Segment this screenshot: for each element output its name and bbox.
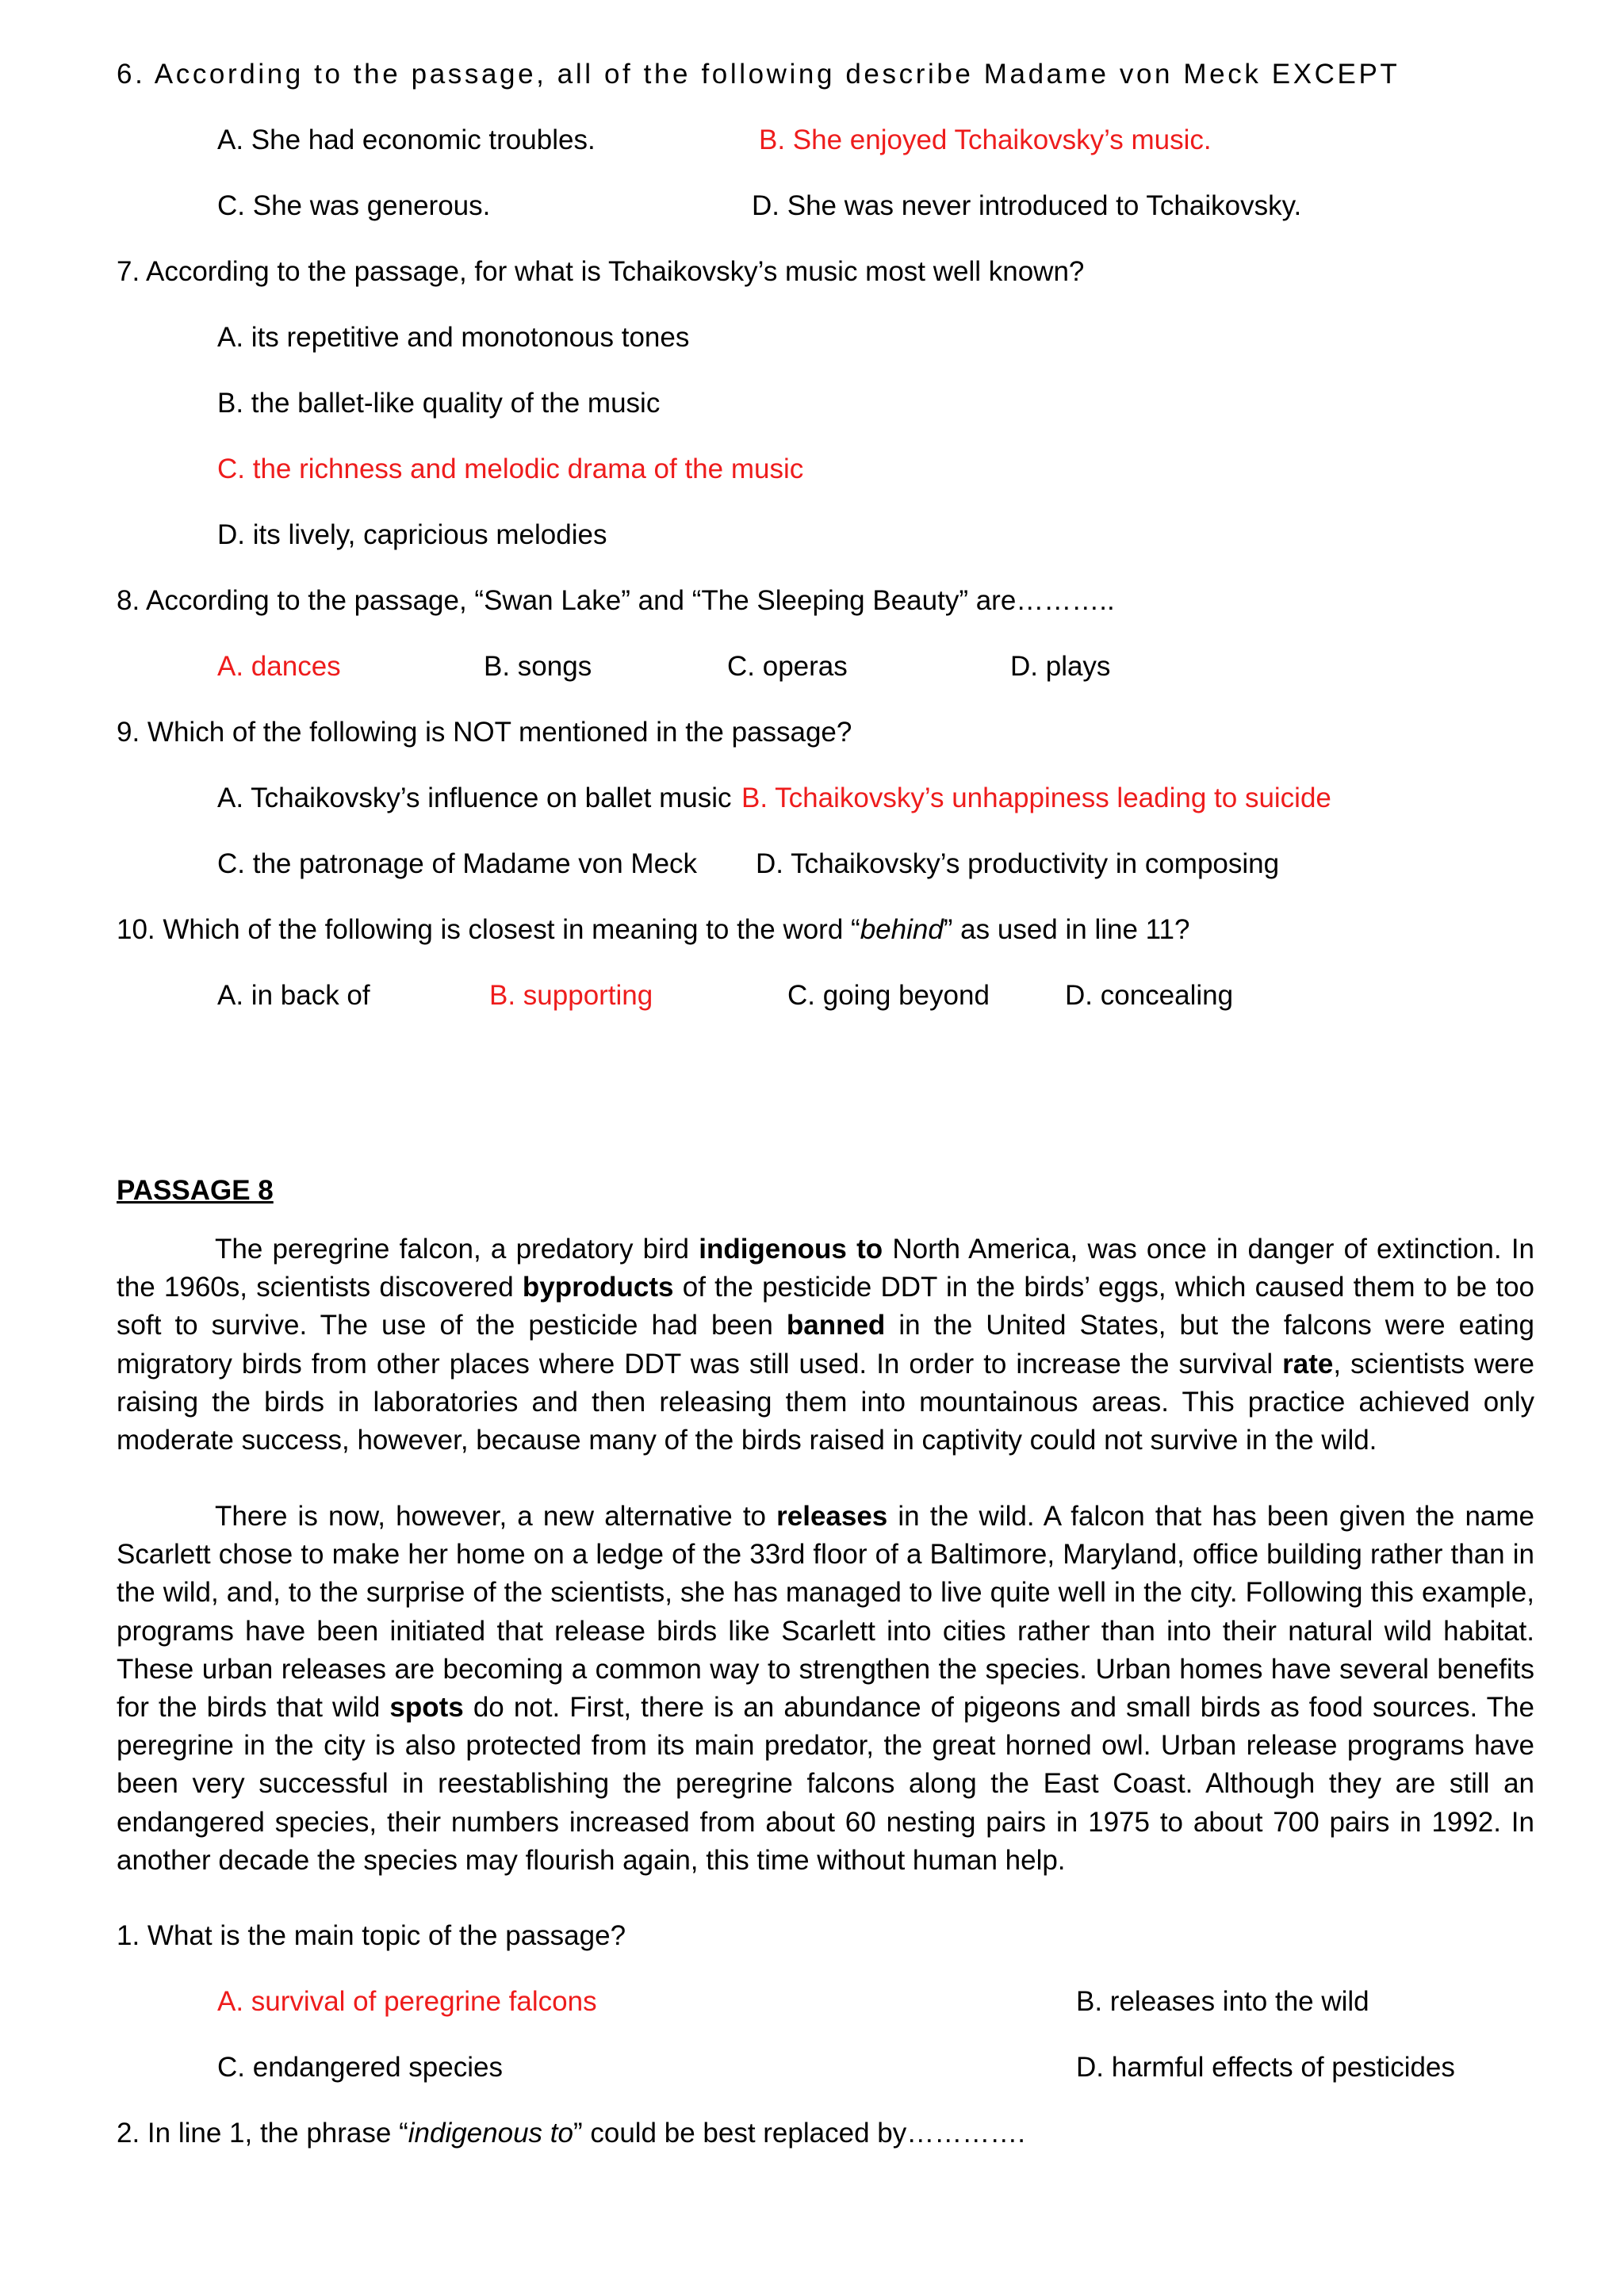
q8-option-b: B. songs bbox=[484, 651, 592, 682]
q9-option-c: C. the patronage of Madame von Meck bbox=[217, 848, 698, 879]
q10-option-d: D. concealing bbox=[1065, 980, 1234, 1011]
vocab-indigenous-to: indigenous to bbox=[699, 1234, 883, 1265]
q9-option-b: B. Tchaikovsky’s unhappiness leading to suicide bbox=[741, 783, 1331, 813]
q10-stem bbox=[117, 913, 1189, 947]
p8-q2-stem bbox=[117, 2116, 1025, 2151]
p8-q1-option-c: C. endangered species bbox=[217, 2052, 503, 2083]
p8-q1-option-d: D. harmful effects of pesticides bbox=[1076, 2052, 1455, 2083]
q7-option-a: A. its repetitive and monotonous tones bbox=[217, 322, 690, 353]
q6-option-b: B. She enjoyed Tchaikovsky’s music. bbox=[759, 124, 1212, 155]
q6-option-c: C. She was generous. bbox=[217, 190, 491, 221]
q8-stem: 8. According to the passage, “Swan Lake” and “The Sleeping Beauty” are……….. bbox=[117, 585, 1115, 616]
q7-option-d: D. its lively, capricious melodies bbox=[217, 519, 607, 550]
p8-q1-stem: 1. What is the main topic of the passage? bbox=[117, 1920, 626, 1951]
q10-stem-post: ” as used in line 11? bbox=[943, 914, 1190, 945]
q10-option-c: C. going beyond bbox=[787, 980, 990, 1011]
p8-q1-option-b: B. releases into the wild bbox=[1076, 1986, 1369, 2017]
passage-paragraph-2: There is now, however, a new alternative to releases in the wild. A falcon that has been given the name Scarlett chose to make her home on a ledge of the 33rd floor of a Baltimore, Maryland, office building rather than in the wild, and, to the surprise of the scientists, she has managed to live quite well in the city. Following this example, programs have been initiated that release birds like Scarlett into cities rather than into their natural wild habitat. These urban releases are becoming a common way to strengthen the species. Urban homes have several benefits for the birds that wild spots do not. First, there is an abundance of pigeons and small birds as food sources. The peregrine in the city is also protected from its main predator, the great horned owl. Urban release programs have been very successful in reestablishing the peregrine falcons along the East Coast. Although they are still an endangered species, their numbers increased from about 60 nesting pairs in 1975 to about 700 pairs in 1992. In another decade the species may flourish again, this time without human help. bbox=[117, 1501, 1534, 1876]
q6-stem: 6. According to the passage, all of the following describe Madame von Meck EXCEPT bbox=[117, 59, 1400, 90]
vocab-spots: spots bbox=[389, 1692, 464, 1724]
q10-stem-word: behind bbox=[860, 914, 944, 945]
passage-paragraph-1: The peregrine falcon, a predatory bird indigenous to North America, was once in danger of extinction. In the 1960s, scientists discovered byproducts of the pesticide DDT in the birds’ eggs, which caused them to be too soft to survive. The use of the pesticide had been banned in the United States, but the falcons were eating migratory birds from other places where DDT was still used. In order to increase the survival rate, scientists were raising the birds in laboratories and then releasing them into mountainous areas. This practice achieved only moderate success, however, because many of the birds raised in captivity could not survive in the wild. bbox=[117, 1234, 1535, 1456]
q7-option-c: C. the richness and melodic drama of the music bbox=[217, 453, 804, 484]
q10-stem-pre: 10. Which of the following is closest in meaning to the word “ bbox=[117, 914, 860, 945]
q6-option-d: D. She was never introduced to Tchaikovsky. bbox=[752, 190, 1302, 221]
q7-stem: 7. According to the passage, for what is Tchaikovsky’s music most well known? bbox=[117, 256, 1085, 287]
vocab-byproducts: byproducts bbox=[522, 1272, 674, 1303]
q8-option-a: A. dances bbox=[217, 651, 341, 682]
q6-option-a: A. She had economic troubles. bbox=[217, 124, 596, 155]
vocab-releases: releases bbox=[776, 1501, 888, 1532]
q9-option-a: A. Tchaikovsky’s influence on ballet music bbox=[217, 783, 732, 813]
p8-q2-stem-word: indigenous to bbox=[408, 2118, 573, 2149]
vocab-rate: rate bbox=[1282, 1348, 1334, 1380]
q9-option-d: D. Tchaikovsky’s productivity in composing bbox=[756, 848, 1280, 879]
q9-stem: 9. Which of the following is NOT mentioned in the passage? bbox=[117, 717, 852, 748]
q7-option-b: B. the ballet-like quality of the music bbox=[217, 388, 661, 419]
q8-option-d: D. plays bbox=[1010, 651, 1111, 682]
q10-option-a: A. in back of bbox=[217, 980, 370, 1011]
q8-option-c: C. operas bbox=[727, 651, 848, 682]
p8-q1-option-a: A. survival of peregrine falcons bbox=[217, 1986, 597, 2017]
q10-option-b: B. supporting bbox=[489, 980, 653, 1011]
p8-q2-stem-pre: 2. In line 1, the phrase “ bbox=[117, 2118, 408, 2149]
vocab-banned: banned bbox=[786, 1310, 886, 1341]
p8-q2-stem-post: ” could be best replaced by…………. bbox=[573, 2118, 1025, 2149]
passage-title: PASSAGE 8 bbox=[117, 1175, 274, 1206]
